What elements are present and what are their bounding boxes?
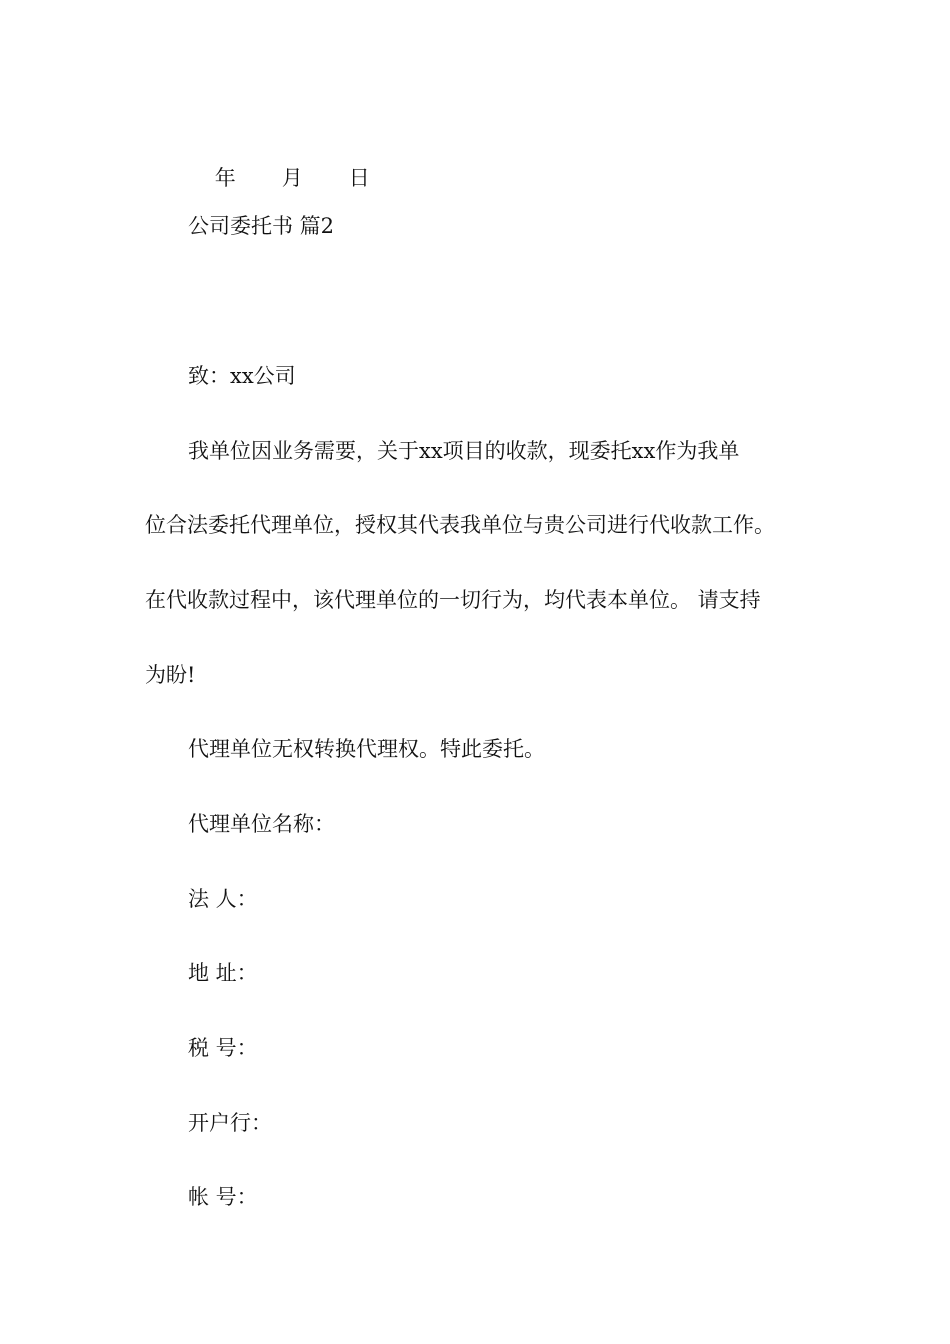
field-bank: 开户行：: [188, 1111, 272, 1135]
field-agent-name: 代理单位名称：: [188, 812, 335, 836]
salutation: 致：xx公司: [188, 364, 296, 388]
date-month: 月: [281, 166, 303, 190]
date-day: 日: [348, 166, 370, 190]
date-year: 年: [214, 166, 236, 190]
field-account: 帐 号：: [188, 1185, 258, 1209]
body-line-1: 我单位因业务需要，关于xx项目的收款，现委托xx作为我单: [188, 439, 740, 463]
field-address: 地 址：: [188, 961, 258, 985]
date-line: [188, 136, 370, 220]
field-legal-person: 法 人：: [188, 887, 258, 911]
field-tax-number: 税 号：: [188, 1036, 258, 1060]
section-title: 公司委托书 篇2: [188, 214, 335, 238]
body-line-4: 为盼!: [145, 663, 196, 687]
body-line-2: 位合法委托代理单位，授权其代表我单位与贵公司进行代收款工作。: [145, 513, 775, 537]
body-line-3: 在代收款过程中，该代理单位的一切行为，均代表本单位。 请支持: [145, 588, 761, 612]
closing-statement: 代理单位无权转换代理权。特此委托。: [188, 737, 545, 761]
